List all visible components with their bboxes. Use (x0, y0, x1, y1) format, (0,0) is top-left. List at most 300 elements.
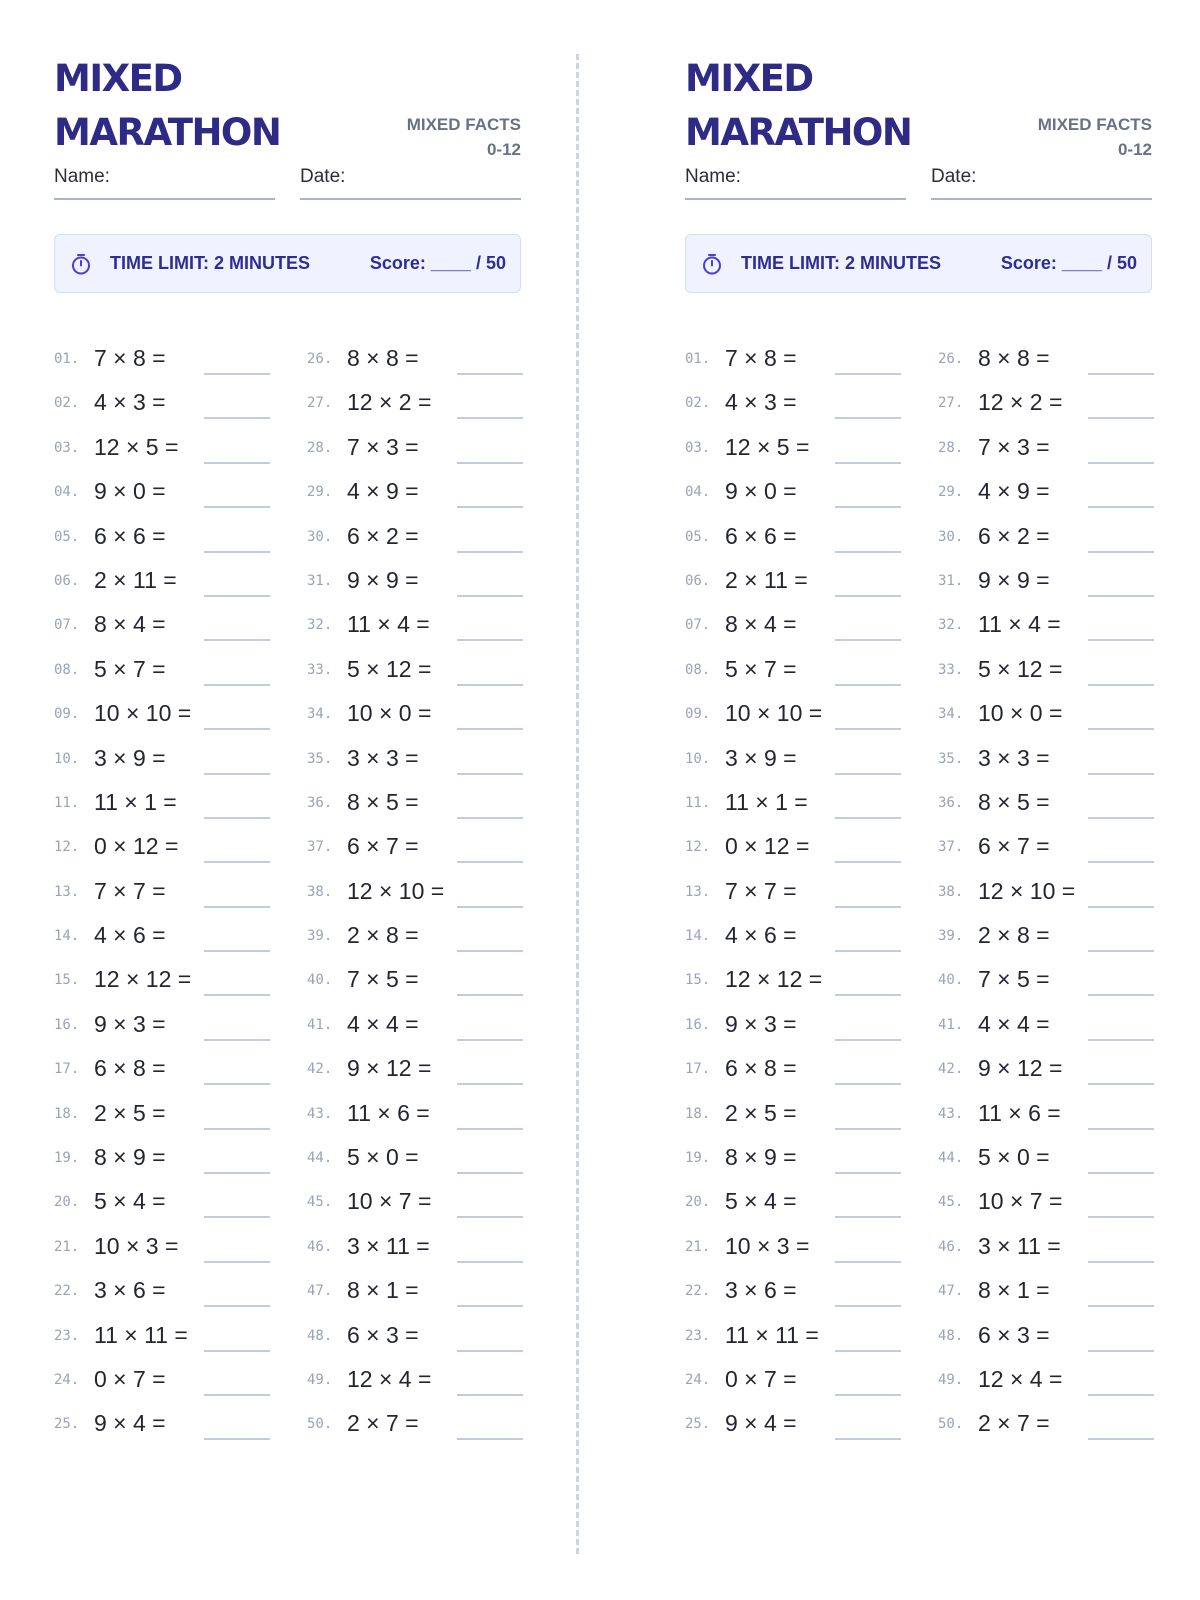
answer-blank[interactable] (204, 728, 270, 730)
problem-expression: 12 × 10 = (347, 877, 445, 904)
answer-blank[interactable] (835, 817, 901, 819)
answer-blank[interactable] (204, 817, 270, 819)
problem-row (685, 1277, 901, 1321)
answer-blank[interactable] (457, 551, 523, 553)
answer-blank[interactable] (457, 462, 523, 464)
problem-row (54, 656, 270, 700)
stopwatch-icon (69, 252, 93, 276)
problem-expression: 6 × 6 = (725, 522, 797, 549)
problem-expression: 9 × 12 = (347, 1055, 432, 1082)
problem-expression: 3 × 6 = (725, 1277, 797, 1304)
problem-number: 14. (685, 928, 711, 945)
answer-blank[interactable] (457, 1261, 523, 1263)
problem-expression: 9 × 4 = (94, 1410, 166, 1437)
problem-row (938, 1055, 1154, 1099)
answer-blank[interactable] (204, 417, 270, 419)
problem-row (307, 1188, 523, 1232)
problem-number: 43. (307, 1105, 333, 1122)
answer-blank[interactable] (835, 373, 901, 375)
answer-blank[interactable] (1088, 1394, 1154, 1396)
problem-number: 10. (685, 750, 711, 767)
problem-number: 34. (938, 706, 964, 723)
answer-blank[interactable] (204, 1438, 270, 1440)
problem-number: 24. (685, 1371, 711, 1388)
problem-row (307, 1011, 523, 1055)
problem-grid (685, 345, 1152, 1445)
answer-blank[interactable] (204, 684, 270, 686)
problem-row (54, 1055, 270, 1099)
answer-blank[interactable] (1088, 551, 1154, 553)
name-field[interactable] (54, 162, 275, 200)
answer-blank[interactable] (204, 373, 270, 375)
problem-expression: 6 × 6 = (94, 522, 166, 549)
answer-blank[interactable] (835, 639, 901, 641)
answer-blank[interactable] (835, 1261, 901, 1263)
problem-number: 01. (54, 351, 80, 367)
problem-row (938, 922, 1154, 966)
problem-row (685, 1366, 901, 1410)
problem-row (54, 567, 270, 611)
problem-expression: 3 × 3 = (347, 744, 419, 771)
problem-number: 34. (307, 706, 333, 723)
answer-blank[interactable] (1088, 817, 1154, 819)
problem-number: 39. (938, 928, 964, 945)
title-line-1: MIXED (685, 57, 813, 100)
problem-row (307, 1055, 523, 1099)
problem-expression: 5 × 0 = (978, 1144, 1050, 1171)
problem-number: 06. (685, 572, 711, 589)
problem-expression: 4 × 3 = (725, 389, 797, 416)
answer-blank[interactable] (204, 950, 270, 952)
answer-blank[interactable] (457, 773, 523, 775)
problem-number: 02. (685, 395, 711, 412)
answer-blank[interactable] (1088, 417, 1154, 419)
answer-blank[interactable] (835, 506, 901, 508)
problem-row (938, 700, 1154, 744)
problem-row (938, 1100, 1154, 1144)
subtitle-line-2: 0-12 (486, 140, 521, 159)
answer-blank[interactable] (204, 773, 270, 775)
problem-row (685, 745, 901, 789)
problem-number: 09. (685, 706, 711, 723)
problem-expression: 12 × 2 = (347, 389, 432, 416)
problem-expression: 8 × 9 = (94, 1144, 166, 1171)
problem-expression: 8 × 1 = (347, 1277, 419, 1304)
answer-blank[interactable] (457, 994, 523, 996)
answer-blank[interactable] (835, 1305, 901, 1307)
problem-number: 50. (938, 1416, 964, 1433)
problem-number: 05. (685, 528, 711, 545)
problem-expression: 7 × 3 = (978, 433, 1050, 460)
problem-number: 35. (307, 750, 333, 767)
problem-row (307, 567, 523, 611)
problem-expression: 9 × 9 = (347, 566, 419, 593)
name-field[interactable] (685, 162, 906, 200)
answer-blank[interactable] (1088, 906, 1154, 908)
problem-number: 40. (938, 972, 964, 989)
problem-row (685, 656, 901, 700)
problem-number: 41. (938, 1016, 964, 1033)
problem-expression: 4 × 4 = (978, 1010, 1050, 1037)
answer-blank[interactable] (457, 1350, 523, 1352)
problem-number: 01. (685, 351, 711, 367)
problem-expression: 11 × 4 = (978, 611, 1061, 638)
answer-blank[interactable] (457, 906, 523, 908)
problem-number: 30. (938, 528, 964, 545)
time-limit-bar (685, 234, 1152, 293)
title-line-2: MARATHON (54, 111, 281, 154)
subtitle-line-2: 0-12 (1117, 140, 1152, 159)
answer-blank[interactable] (835, 1394, 901, 1396)
problem-number: 50. (307, 1416, 333, 1433)
problem-number: 33. (938, 661, 964, 678)
answer-blank[interactable] (204, 1083, 270, 1085)
problem-column-2 (307, 345, 523, 1455)
answer-blank[interactable] (457, 506, 523, 508)
answer-blank[interactable] (835, 906, 901, 908)
problem-number: 25. (685, 1416, 711, 1433)
problem-number: 07. (54, 617, 80, 634)
answer-blank[interactable] (835, 684, 901, 686)
answer-blank[interactable] (204, 861, 270, 863)
answer-blank[interactable] (835, 1039, 901, 1041)
answer-blank[interactable] (1088, 595, 1154, 597)
problem-expression: 8 × 8 = (347, 345, 419, 371)
problem-row (685, 1055, 901, 1099)
problem-number: 44. (307, 1150, 333, 1167)
problem-row (54, 1233, 270, 1277)
problem-expression: 4 × 4 = (347, 1010, 419, 1037)
answer-blank[interactable] (457, 1128, 523, 1130)
problem-number: 17. (685, 1061, 711, 1078)
answer-blank[interactable] (457, 1305, 523, 1307)
answer-blank[interactable] (457, 1438, 523, 1440)
answer-blank[interactable] (835, 1438, 901, 1440)
problem-expression: 5 × 0 = (347, 1144, 419, 1171)
problem-expression: 9 × 12 = (978, 1055, 1063, 1082)
student-fields (54, 162, 521, 208)
time-limit-bar (54, 234, 521, 293)
problem-expression: 8 × 4 = (725, 611, 797, 638)
answer-blank[interactable] (204, 1305, 270, 1307)
worksheet-left (54, 52, 521, 1445)
problem-row (685, 1410, 901, 1454)
name-label: Name: (54, 166, 110, 187)
answer-blank[interactable] (204, 1128, 270, 1130)
answer-blank[interactable] (835, 773, 901, 775)
problem-number: 06. (54, 572, 80, 589)
problem-row (54, 1410, 270, 1454)
answer-blank[interactable] (457, 373, 523, 375)
answer-blank[interactable] (1088, 950, 1154, 952)
problem-number: 28. (938, 439, 964, 456)
worksheet-header (685, 52, 1152, 162)
problem-expression: 10 × 7 = (978, 1188, 1063, 1215)
answer-blank[interactable] (1088, 1438, 1154, 1440)
answer-blank[interactable] (1088, 1261, 1154, 1263)
answer-blank[interactable] (457, 1216, 523, 1218)
problem-expression: 8 × 4 = (94, 611, 166, 638)
answer-blank[interactable] (204, 639, 270, 641)
problem-row (307, 1144, 523, 1188)
answer-blank[interactable] (1088, 1172, 1154, 1174)
score-label: Score: ____ / 50 (369, 253, 506, 273)
answer-blank[interactable] (457, 1083, 523, 1085)
problem-number: 32. (307, 617, 333, 634)
problem-row (307, 833, 523, 877)
problem-row (307, 345, 523, 389)
problem-expression: 7 × 5 = (347, 966, 419, 993)
problem-number: 22. (54, 1283, 80, 1300)
answer-blank[interactable] (204, 994, 270, 996)
problem-number: 38. (307, 883, 333, 900)
problem-row (54, 611, 270, 655)
problem-expression: 3 × 11 = (347, 1232, 430, 1259)
answer-blank[interactable] (1088, 1083, 1154, 1085)
date-field[interactable] (931, 162, 1152, 200)
problem-row (54, 345, 270, 389)
problem-expression: 3 × 3 = (978, 744, 1050, 771)
problem-row (307, 789, 523, 833)
problem-row (938, 1366, 1154, 1410)
problem-number: 14. (54, 928, 80, 945)
problem-row (685, 1100, 901, 1144)
answer-blank[interactable] (204, 595, 270, 597)
problem-row (307, 966, 523, 1010)
problem-row (938, 567, 1154, 611)
problem-expression: 8 × 9 = (725, 1144, 797, 1171)
problem-number: 03. (685, 439, 711, 456)
problem-expression: 11 × 6 = (347, 1099, 430, 1126)
answer-blank[interactable] (835, 994, 901, 996)
problem-row (54, 389, 270, 433)
answer-blank[interactable] (835, 728, 901, 730)
problem-expression: 7 × 8 = (725, 345, 797, 371)
problem-number: 38. (938, 883, 964, 900)
problem-row (938, 523, 1154, 567)
answer-blank[interactable] (204, 462, 270, 464)
problem-expression: 8 × 5 = (978, 788, 1050, 815)
problem-number: 12. (54, 839, 80, 856)
problem-row (938, 345, 1154, 389)
problem-row (54, 745, 270, 789)
problem-expression: 10 × 10 = (94, 700, 192, 727)
answer-blank[interactable] (1088, 462, 1154, 464)
problem-column-1 (54, 345, 270, 1455)
problem-row (307, 1410, 523, 1454)
answer-blank[interactable] (1088, 639, 1154, 641)
subtitle-line-1: MIXED FACTS (1037, 115, 1152, 134)
problem-number: 19. (54, 1150, 80, 1167)
answer-blank[interactable] (204, 1261, 270, 1263)
problem-expression: 7 × 7 = (725, 877, 797, 904)
problem-expression: 12 × 5 = (94, 433, 179, 460)
problem-expression: 10 × 7 = (347, 1188, 432, 1215)
score-label: Score: ____ / 50 (1000, 253, 1137, 273)
problem-expression: 4 × 6 = (725, 922, 797, 949)
problem-expression: 5 × 4 = (94, 1188, 166, 1215)
problem-number: 21. (54, 1238, 80, 1255)
problem-number: 49. (938, 1371, 964, 1388)
problem-expression: 6 × 2 = (978, 522, 1050, 549)
problem-row (54, 878, 270, 922)
problem-number: 28. (307, 439, 333, 456)
answer-blank[interactable] (1088, 728, 1154, 730)
problem-expression: 0 × 12 = (725, 833, 810, 860)
problem-number: 27. (307, 395, 333, 412)
answer-blank[interactable] (204, 906, 270, 908)
answer-blank[interactable] (457, 817, 523, 819)
problem-row (307, 745, 523, 789)
answer-blank[interactable] (1088, 861, 1154, 863)
worksheet-subtitle (1038, 112, 1152, 162)
problem-number: 07. (685, 617, 711, 634)
problem-row (685, 966, 901, 1010)
answer-blank[interactable] (457, 950, 523, 952)
answer-blank[interactable] (835, 1350, 901, 1352)
worksheet-right (685, 52, 1152, 1445)
problem-expression: 11 × 11 = (725, 1321, 819, 1348)
answer-blank[interactable] (204, 551, 270, 553)
answer-blank[interactable] (1088, 1305, 1154, 1307)
answer-blank[interactable] (204, 1172, 270, 1174)
answer-blank[interactable] (835, 861, 901, 863)
problem-expression: 11 × 4 = (347, 611, 430, 638)
problem-number: 43. (938, 1105, 964, 1122)
problem-row (54, 922, 270, 966)
answer-blank[interactable] (1088, 1039, 1154, 1041)
problem-row (54, 1322, 270, 1366)
problem-expression: 7 × 5 = (978, 966, 1050, 993)
answer-blank[interactable] (835, 1216, 901, 1218)
date-field[interactable] (300, 162, 521, 200)
problem-expression: 4 × 6 = (94, 922, 166, 949)
problem-expression: 9 × 9 = (978, 566, 1050, 593)
problem-row (54, 966, 270, 1010)
answer-blank[interactable] (1088, 506, 1154, 508)
problem-number: 09. (54, 706, 80, 723)
problem-number: 41. (307, 1016, 333, 1033)
answer-blank[interactable] (835, 1128, 901, 1130)
answer-blank[interactable] (835, 551, 901, 553)
answer-blank[interactable] (457, 595, 523, 597)
problem-column-2 (938, 345, 1154, 1455)
problem-expression: 9 × 4 = (725, 1410, 797, 1437)
problem-number: 19. (685, 1150, 711, 1167)
answer-blank[interactable] (1088, 1128, 1154, 1130)
problem-number: 46. (307, 1238, 333, 1255)
answer-blank[interactable] (1088, 1350, 1154, 1352)
problem-expression: 11 × 1 = (94, 788, 177, 815)
answer-blank[interactable] (835, 417, 901, 419)
answer-blank[interactable] (457, 728, 523, 730)
answer-blank[interactable] (204, 1039, 270, 1041)
problem-number: 15. (685, 972, 711, 989)
date-label: Date: (931, 166, 977, 187)
answer-blank[interactable] (457, 1039, 523, 1041)
problem-expression: 9 × 0 = (725, 478, 797, 505)
answer-blank[interactable] (457, 417, 523, 419)
problem-row (54, 1144, 270, 1188)
answer-blank[interactable] (1088, 773, 1154, 775)
answer-blank[interactable] (457, 1172, 523, 1174)
problem-expression: 10 × 3 = (725, 1232, 810, 1259)
problem-expression: 12 × 5 = (725, 433, 810, 460)
problem-number: 18. (54, 1105, 80, 1122)
problem-expression: 11 × 6 = (978, 1099, 1061, 1126)
problem-number: 42. (938, 1061, 964, 1078)
date-label: Date: (300, 166, 346, 187)
problem-row (54, 1011, 270, 1055)
answer-blank[interactable] (835, 950, 901, 952)
problem-row (938, 1011, 1154, 1055)
problem-number: 12. (685, 839, 711, 856)
problem-row (307, 389, 523, 433)
problem-expression: 11 × 11 = (94, 1321, 188, 1348)
problem-expression: 12 × 12 = (94, 966, 192, 993)
answer-blank[interactable] (835, 1083, 901, 1085)
problem-expression: 2 × 7 = (347, 1410, 419, 1437)
problem-number: 31. (307, 572, 333, 589)
title-line-2: MARATHON (685, 111, 912, 154)
problem-expression: 2 × 5 = (94, 1099, 166, 1126)
answer-blank[interactable] (204, 1394, 270, 1396)
problem-number: 42. (307, 1061, 333, 1078)
answer-blank[interactable] (457, 684, 523, 686)
answer-blank[interactable] (457, 639, 523, 641)
problem-number: 47. (307, 1283, 333, 1300)
problem-row (938, 656, 1154, 700)
problem-row (307, 478, 523, 522)
stopwatch-icon (700, 252, 724, 276)
problem-row (685, 523, 901, 567)
answer-blank[interactable] (204, 1216, 270, 1218)
answer-blank[interactable] (835, 595, 901, 597)
problem-row (938, 966, 1154, 1010)
answer-blank[interactable] (1088, 684, 1154, 686)
answer-blank[interactable] (1088, 994, 1154, 996)
problem-row (685, 878, 901, 922)
problem-number: 15. (54, 972, 80, 989)
answer-blank[interactable] (457, 1394, 523, 1396)
problem-row (685, 1188, 901, 1232)
problem-number: 39. (307, 928, 333, 945)
problem-row (938, 478, 1154, 522)
problem-number: 23. (685, 1327, 711, 1344)
problem-row (307, 1322, 523, 1366)
problem-expression: 6 × 2 = (347, 522, 419, 549)
problem-expression: 4 × 3 = (94, 389, 166, 416)
answer-blank[interactable] (204, 506, 270, 508)
problem-number: 29. (938, 484, 964, 501)
answer-blank[interactable] (204, 1350, 270, 1352)
problem-number: 04. (685, 484, 711, 501)
answer-blank[interactable] (457, 861, 523, 863)
answer-blank[interactable] (835, 1172, 901, 1174)
problem-row (685, 1233, 901, 1277)
problem-row (54, 523, 270, 567)
problem-row (685, 345, 901, 389)
problem-expression: 12 × 4 = (978, 1365, 1063, 1392)
problem-expression: 10 × 10 = (725, 700, 823, 727)
problem-number: 23. (54, 1327, 80, 1344)
answer-blank[interactable] (1088, 1216, 1154, 1218)
problem-row (307, 523, 523, 567)
answer-blank[interactable] (835, 462, 901, 464)
answer-blank[interactable] (1088, 373, 1154, 375)
problem-expression: 6 × 7 = (978, 833, 1050, 860)
problem-number: 26. (938, 351, 964, 367)
